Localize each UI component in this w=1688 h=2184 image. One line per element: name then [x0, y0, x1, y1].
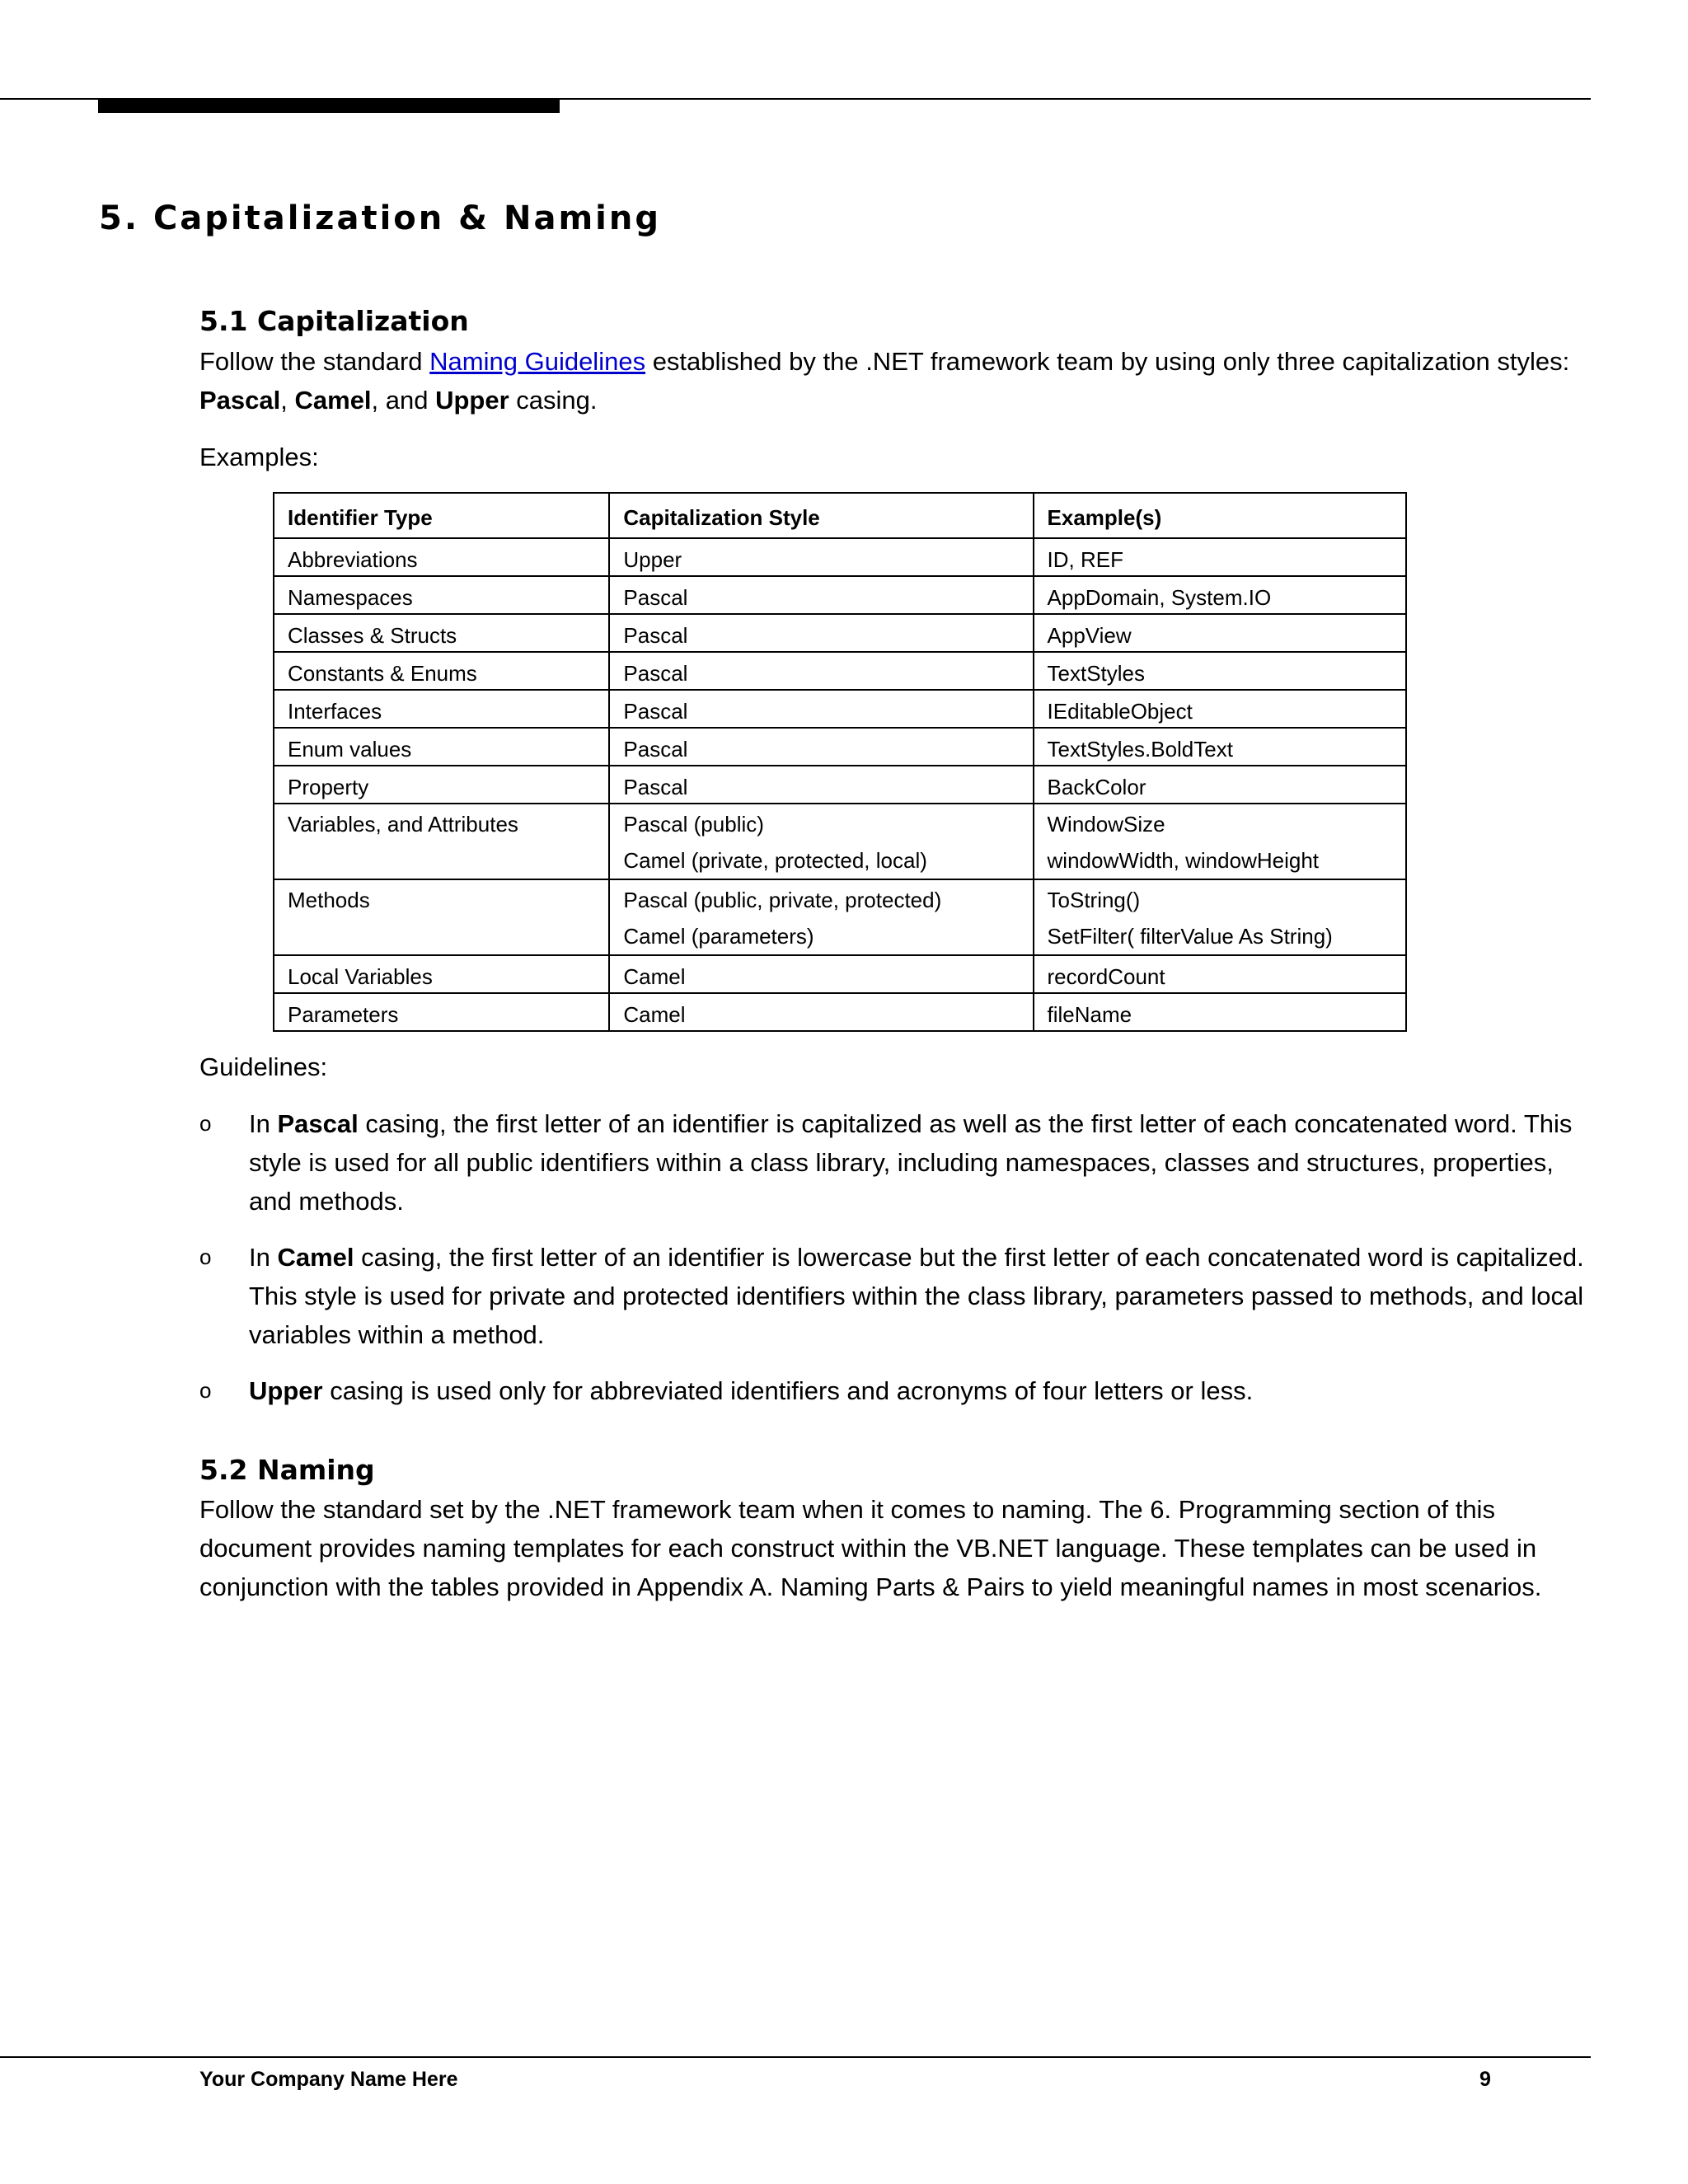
column-header-identifier-type: Identifier Type	[274, 493, 609, 538]
table-row	[274, 576, 1406, 614]
bullet-text-start: In	[249, 1109, 278, 1138]
bullet-marker-icon: o	[199, 1111, 212, 1136]
list-item	[199, 1104, 1584, 1221]
table-row	[274, 728, 1406, 766]
example-line: ToString()	[1047, 888, 1141, 912]
list-item	[199, 1238, 1584, 1354]
bullet-marker-icon: o	[199, 1244, 212, 1269]
identifier-type-cell: Abbreviations	[274, 538, 609, 576]
style-cell: Upper	[609, 538, 1033, 576]
style-cell: Pascal	[609, 766, 1033, 804]
bullet-text-rest: casing, the first letter of an identifier is capitalized as well as the first letter of each concatenated word. This style is used for all public identifiers within a class library, including namespaces, classes and structures, properties, and methods.	[249, 1109, 1573, 1216]
column-header-capitalization-style: Capitalization Style	[609, 493, 1033, 538]
example-line: SetFilter( filterValue As String)	[1047, 924, 1333, 949]
style-line: Camel (parameters)	[623, 924, 814, 949]
bullet-text-rest: casing, the first letter of an identifier is lowercase but the first letter of each concatenated word is capitalized. This style is used for private and protected identifiers within the class library, parameters passed to methods, and local variables within a method.	[249, 1243, 1584, 1349]
page-number: 9	[1479, 2068, 1491, 2091]
example-cell: IEditableObject	[1034, 690, 1406, 728]
example-cell: TextStyles.BoldText	[1034, 728, 1406, 766]
chapter-heading: 5. Capitalization & Naming	[99, 199, 661, 237]
table-header-row	[274, 493, 1406, 538]
intro-text-middle: established by the .NET framework team by using only three capitalization styles:	[645, 347, 1570, 376]
example-cell: TextStyles	[1034, 652, 1406, 690]
footer-rule	[0, 2056, 1591, 2058]
section-heading-naming: 5.2 Naming	[199, 1454, 375, 1486]
header-bar	[98, 100, 560, 113]
style-cell: Camel	[609, 955, 1033, 993]
naming-guidelines-link[interactable]: Naming Guidelines	[429, 347, 646, 376]
identifier-type-cell: Constants & Enums	[274, 652, 609, 690]
intro-text-start: Follow the standard	[199, 347, 430, 376]
example-line: windowWidth, windowHeight	[1047, 848, 1319, 873]
identifier-type-cell: Methods	[274, 879, 609, 955]
style-cell: Pascal	[609, 614, 1033, 652]
example-cell: recordCount	[1034, 955, 1406, 993]
example-line: WindowSize	[1047, 812, 1165, 837]
table-row	[274, 652, 1406, 690]
style-line: Camel (private, protected, local)	[623, 848, 927, 873]
style-cell: Camel	[609, 993, 1033, 1031]
identifier-type-cell: Local Variables	[274, 955, 609, 993]
style-cell: Pascal	[609, 576, 1033, 614]
style-cell: Pascal	[609, 728, 1033, 766]
style-cell	[609, 804, 1033, 879]
bullet-marker-icon: o	[199, 1378, 212, 1403]
footer-company-name: Your Company Name Here	[199, 2068, 458, 2091]
identifier-type-cell: Classes & Structs	[274, 614, 609, 652]
guidelines-label: Guidelines:	[199, 1052, 328, 1081]
identifier-type-cell: Variables, and Attributes	[274, 804, 609, 879]
table-row	[274, 538, 1406, 576]
capitalization-table	[273, 492, 1407, 1032]
identifier-type-cell: Namespaces	[274, 576, 609, 614]
table-row	[274, 993, 1406, 1031]
identifier-type-cell: Property	[274, 766, 609, 804]
example-cell	[1034, 879, 1406, 955]
section-heading-capitalization: 5.1 Capitalization	[199, 305, 469, 337]
naming-body: Follow the standard set by the .NET framework team when it comes to naming. The 6. Programming section of this document provides naming templates for each construct within the VB.NET language. These templates can be used in conjunction with the tables provided in Appendix A. Naming Parts & Pairs to yield meaningful names in most scenarios.	[199, 1495, 1542, 1601]
bullet-bold-term: Pascal	[277, 1109, 359, 1138]
bullet-text-rest: casing is used only for abbreviated identifiers and acronyms of four letters or less.	[322, 1376, 1254, 1405]
style-cell: Pascal	[609, 690, 1033, 728]
style-upper: Upper	[435, 386, 509, 415]
style-line: Pascal (public)	[623, 812, 764, 837]
column-header-examples: Example(s)	[1034, 493, 1406, 538]
example-cell: AppView	[1034, 614, 1406, 652]
style-cell	[609, 879, 1033, 955]
identifier-type-cell: Interfaces	[274, 690, 609, 728]
style-line: Pascal (public, private, protected)	[623, 888, 942, 912]
example-cell: ID, REF	[1034, 538, 1406, 576]
style-pascal: Pascal	[199, 386, 281, 415]
example-cell: AppDomain, System.IO	[1034, 576, 1406, 614]
table-row	[274, 690, 1406, 728]
guidelines-list	[199, 1104, 1584, 1427]
style-cell: Pascal	[609, 652, 1033, 690]
example-cell	[1034, 804, 1406, 879]
identifier-type-cell: Enum values	[274, 728, 609, 766]
identifier-type-cell: Parameters	[274, 993, 609, 1031]
bullet-bold-term: Upper	[249, 1376, 323, 1405]
intro-separator-1: ,	[280, 386, 295, 415]
list-item	[199, 1371, 1584, 1410]
intro-separator-2: , and	[371, 386, 436, 415]
intro-text-end: casing.	[509, 386, 598, 415]
table-row	[274, 766, 1406, 804]
bullet-text-start: In	[249, 1243, 278, 1272]
table-row	[274, 614, 1406, 652]
example-cell: BackColor	[1034, 766, 1406, 804]
capitalization-intro	[199, 342, 1601, 419]
table-row	[274, 804, 1406, 879]
table-row	[274, 955, 1406, 993]
style-camel: Camel	[294, 386, 372, 415]
examples-label: Examples:	[199, 443, 319, 471]
example-cell: fileName	[1034, 993, 1406, 1031]
bullet-bold-term: Camel	[277, 1243, 354, 1272]
table-row	[274, 879, 1406, 955]
